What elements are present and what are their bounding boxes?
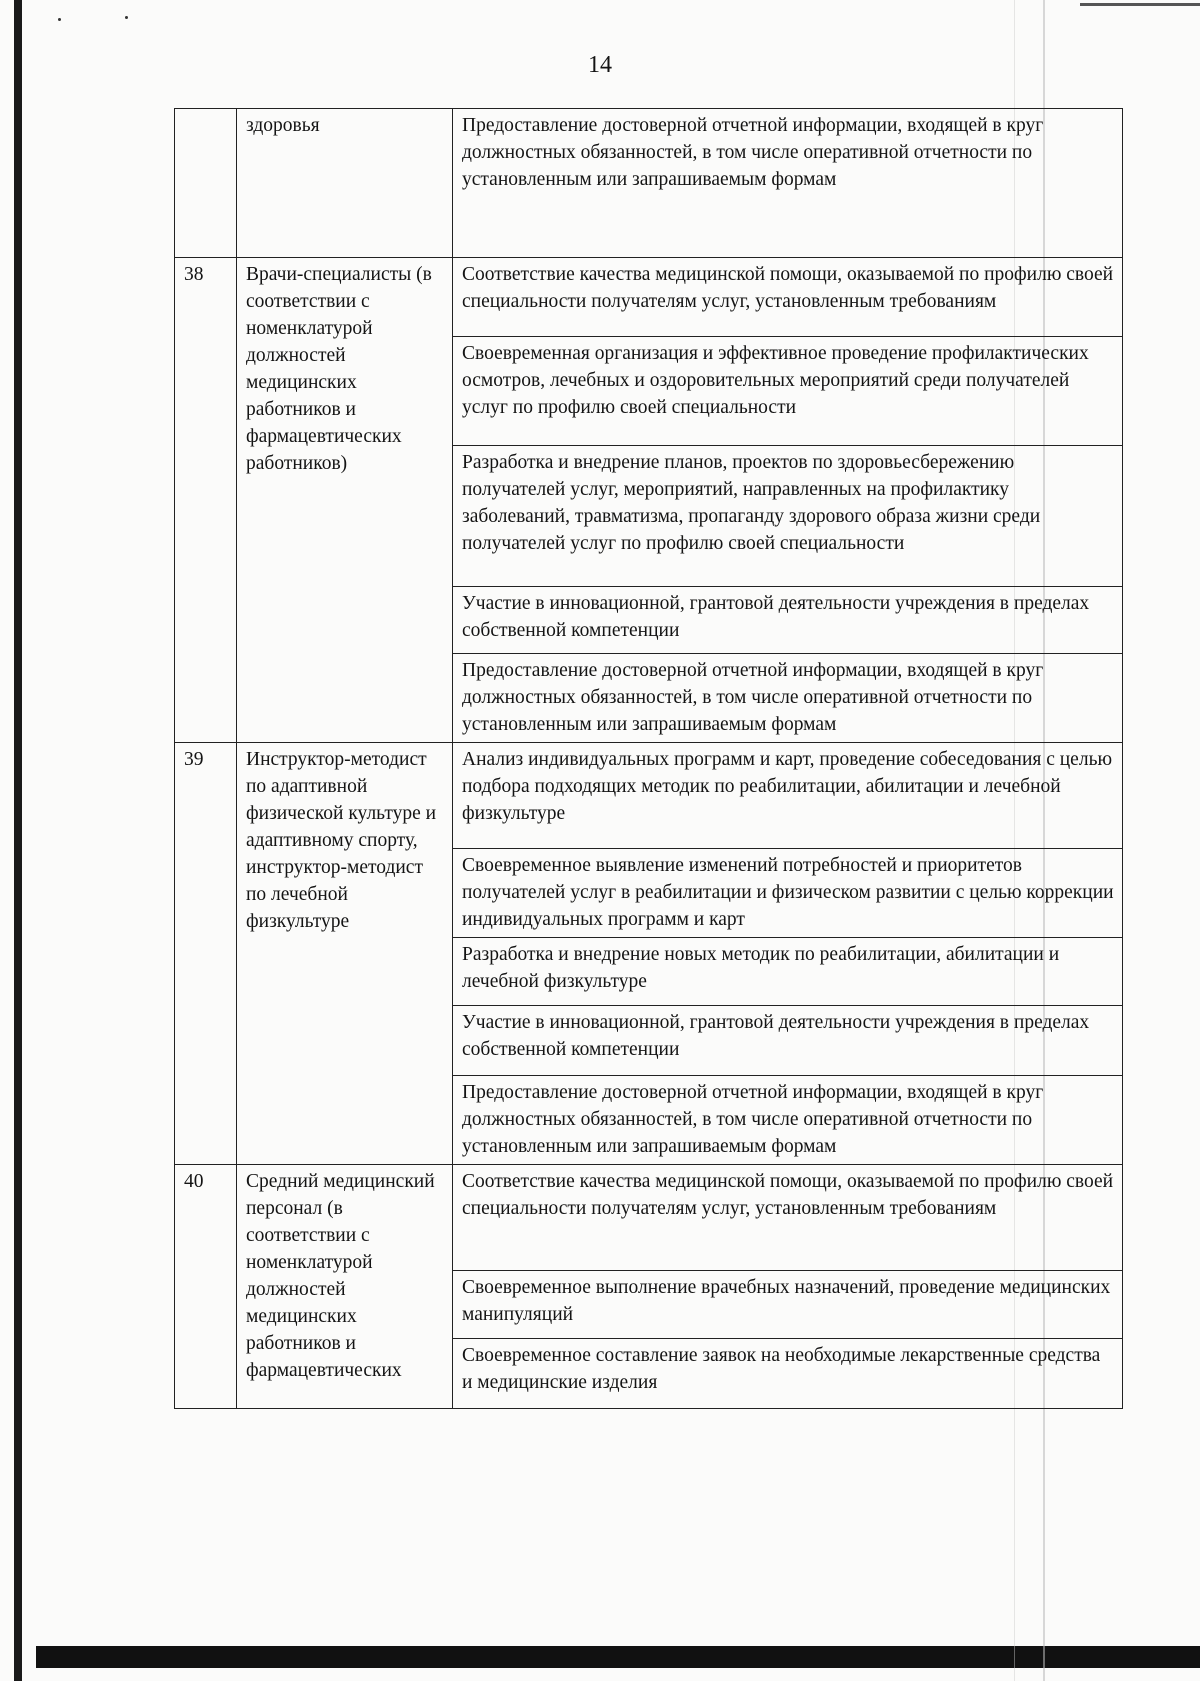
position-text: здоровья	[246, 115, 320, 136]
table-row	[175, 743, 1123, 849]
row-number-cell	[175, 258, 237, 743]
page-number: 14	[588, 52, 612, 78]
criterion-cell	[453, 587, 1123, 654]
criterion-text: Соответствие качества медицинской помощи, оказываемой по профилю своей специальности получателям услуг, установленным требованиям	[462, 264, 1114, 312]
row-number: 39	[184, 749, 204, 770]
table-row	[175, 258, 1123, 337]
criterion-text: Своевременное выявление изменений потребностей и приоритетов получателей услуг в реабилитации и физическом развитии с целью коррекции индивидуальных программ и карт	[462, 855, 1114, 930]
scan-speck	[125, 16, 128, 19]
criterion-text: Своевременная организация и эффективное проведение профилактических осмотров, лечебных и оздоровительных мероприятий среди получателей услуг по профилю своей специальности	[462, 343, 1089, 418]
criterion-cell	[453, 109, 1123, 258]
row-number: 40	[184, 1171, 204, 1192]
criterion-text: Предоставление достоверной отчетной информации, входящей в круг должностных обязанностей, в том числе оперативной отчетности по установленным или запрашиваемым формам	[462, 1082, 1044, 1157]
row-number: 38	[184, 264, 204, 285]
table-row	[175, 1165, 1123, 1271]
table-row-continuation	[175, 109, 1123, 258]
criterion-cell	[453, 938, 1123, 1006]
position-cell	[237, 258, 453, 743]
scan-edge-left	[14, 0, 22, 1681]
criterion-text: Предоставление достоверной отчетной информации, входящей в круг должностных обязанностей, в том числе оперативной отчетности по установленным или запрашиваемым формам	[462, 660, 1044, 735]
criterion-text: Разработка и внедрение планов, проектов по здоровьесбережению получателей услуг, мероприятий, направленных на профилактику заболеваний, травматизма, пропаганду здорового образа жизни среди получателей услуг по профилю своей специальности	[462, 452, 1041, 554]
criterion-text: Соответствие качества медицинской помощи, оказываемой по профилю своей специальности получателям услуг, установленным требованиям	[462, 1171, 1114, 1219]
criterion-cell	[453, 654, 1123, 743]
position-text: Инструктор-методист по адаптивной физической культуре и адаптивному спорту, инструктор-методист по лечебной физкультуре	[246, 749, 437, 932]
row-number-cell	[175, 1165, 237, 1409]
criterion-cell	[453, 446, 1123, 587]
criterion-cell	[453, 1165, 1123, 1271]
criterion-text: Участие в инновационной, грантовой деятельности учреждения в пределах собственной компетенции	[462, 1012, 1090, 1060]
row-number-cell	[175, 109, 237, 258]
criterion-cell	[453, 1076, 1123, 1165]
criterion-cell	[453, 743, 1123, 849]
position-text: Средний медицинский персонал (в соответствии с номенклатурой должностей медицинских работников и фармацевтических	[246, 1171, 435, 1381]
criterion-text: Предоставление достоверной отчетной информации, входящей в круг должностных обязанностей, в том числе оперативной отчетности по установленным или запрашиваемым формам	[462, 115, 1044, 190]
criterion-text: Участие в инновационной, грантовой деятельности учреждения в пределах собственной компетенции	[462, 593, 1090, 641]
criterion-text: Своевременное составление заявок на необходимые лекарственные средства и медицинские изделия	[462, 1345, 1101, 1393]
position-cell	[237, 1165, 453, 1409]
row-number-cell	[175, 743, 237, 1165]
scan-speck	[58, 18, 61, 21]
criterion-cell	[453, 1006, 1123, 1076]
position-cell	[237, 743, 453, 1165]
criterion-text: Своевременное выполнение врачебных назначений, проведение медицинских манипуляций	[462, 1277, 1111, 1325]
scan-edge-top	[1080, 3, 1200, 6]
criterion-text: Разработка и внедрение новых методик по реабилитации, абилитации и лечебной физкультуре	[462, 944, 1060, 992]
scan-edge-bottom	[36, 1646, 1200, 1668]
duties-table	[174, 108, 1123, 1409]
criterion-cell	[453, 258, 1123, 337]
criterion-cell	[453, 1339, 1123, 1409]
criterion-text: Анализ индивидуальных программ и карт, проведение собеседования с целью подбора подходящих методик по реабилитации, абилитации и лечебной физкультуре	[462, 749, 1113, 824]
criterion-cell	[453, 849, 1123, 938]
criterion-cell	[453, 1271, 1123, 1339]
position-text: Врачи-специалисты (в соответствии с номенклатурой должностей медицинских работников и фармацевтических работников)	[246, 264, 432, 474]
criterion-cell	[453, 337, 1123, 446]
position-cell	[237, 109, 453, 258]
